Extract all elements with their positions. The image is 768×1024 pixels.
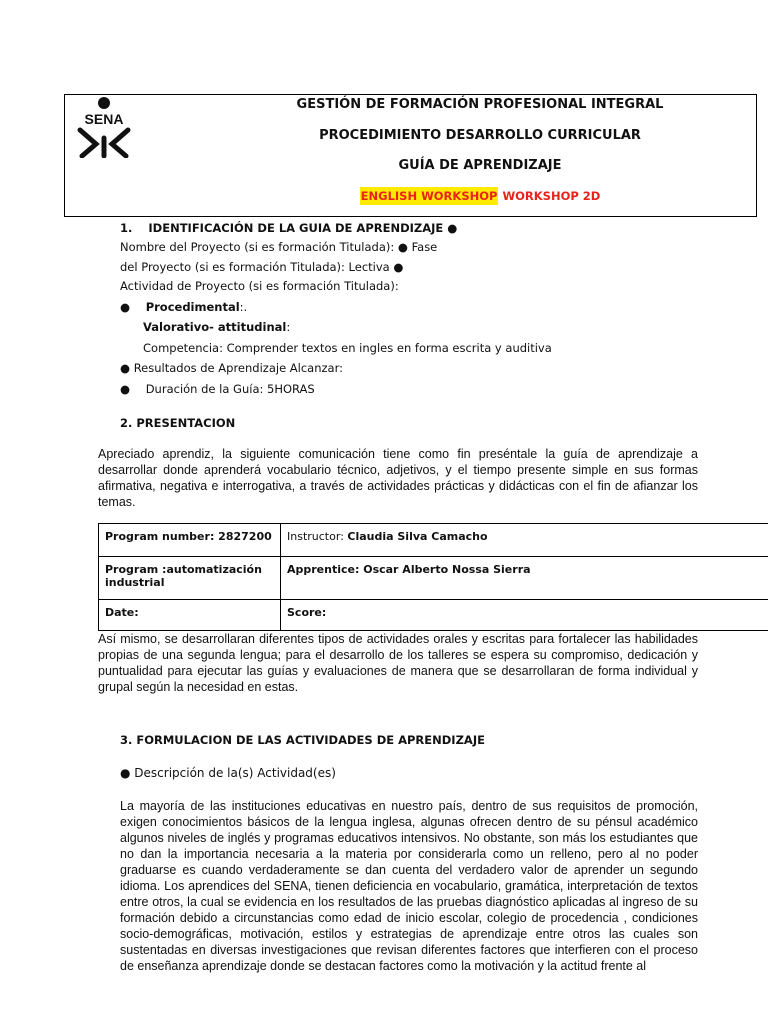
highlighted-title: ENGLISH WORKSHOP <box>360 189 498 203</box>
competencia-line: Competencia: Comprender textos en ingles en forma escrita y auditiva <box>143 341 552 355</box>
project-name-line: Nombre del Proyecto (si es formación Titulada): ● Fase <box>120 240 438 254</box>
header-line-1: GESTIÓN DE FORMACIÓN PROFESIONAL INTEGRAL <box>296 97 664 112</box>
date-cell: Date: <box>99 600 281 631</box>
sena-logo <box>74 96 134 158</box>
activity-description-paragraph: La mayoría de las instituciones educativas en nuestro país, dentro de sus requisitos de promoción, exigen conocimientos básicos de la lengua inglesa, algunas ofrecen dentro de su pénsul académico algunos niveles de inglés y programas educativos intensivos. No obstante, son más los estudiantes que no dan la importancia necesaria a la materia por considerarla como un relleno, pero al no poder graduarse es cuando verdaderamente se dan cuenta del verdadero valor de aprender un segundo idioma. Los aprendices del SENA, tienen deficiencia en vocabulario, gramática, interpretación de textos entre otros, la cual se evidencia en los resultados de las pruebas diagnóstico aplicadas al ingreso de su formación debido a circunstancias como edad de inicio escolar, colegio de procedencia , condiciones socio-demográficas, motivación, estilos y estrategias de aprendizaje entre otros las cuales son sustentadas en diversas investigaciones que revisan diferentes factores que interfieren con el proceso de enseñanza aprendizaje donde se destacan factores como la motivación y la actitud frente al <box>120 799 698 973</box>
info-table <box>98 523 768 631</box>
program-cell: Program :automatización industrial <box>99 557 281 600</box>
procedimental-suffix: :. <box>239 300 248 314</box>
project-phase-line: del Proyecto (si es formación Titulada): Lectiva ● <box>120 260 404 274</box>
section3-heading: 3. FORMULACION DE LAS ACTIVIDADES DE APRENDIZAJE <box>120 733 485 747</box>
activity-description-heading: ● Descripción de la(s) Actividad(es) <box>120 766 336 780</box>
table-row <box>99 524 768 557</box>
program-number-cell: Program number: 2827200 <box>99 524 281 557</box>
bullet: ● <box>120 382 131 396</box>
procedimental-label: Procedimental <box>145 300 240 314</box>
procedimental-item <box>120 300 247 314</box>
bullet: ● <box>120 300 131 314</box>
instructor-cell: Instructor: Claudia Silva Camacho <box>281 524 768 557</box>
table-row <box>99 600 768 631</box>
instructor-label: Instructor <box>287 530 341 543</box>
duracion-text: Duración de la Guía: 5HORAS <box>145 382 315 396</box>
table-row <box>99 557 768 600</box>
section1-heading: 1. IDENTIFICACIÓN DE LA GUIA DE APRENDIZAJE ● <box>120 221 458 235</box>
valorativo-item <box>143 320 290 334</box>
valorativo-label: Valorativo- attitudinal <box>143 320 287 334</box>
title-rest: WORKSHOP 2D <box>498 189 601 203</box>
presentation-paragraph-1: Apreciado aprendiz, la siguiente comunicación tiene como fin preséntale la guía de aprendizaje a desarrollar donde aprenderá vocabulario técnico, adjetivos, y el tiempo presente simple en sus formas afirmativa, negativa e interrogativa, a través de actividades prácticas y didácticas con el fin de afianzar los temas. <box>98 447 698 509</box>
resultados-line: ● Resultados de Aprendizaje Alcanzar: <box>120 361 343 375</box>
duracion-item <box>120 382 315 396</box>
presentation-paragraph-2: Así mismo, se desarrollaran diferentes tipos de actividades orales y escritas para fortalecer las habilidades propias de una segunda lengua; para el desarrollo de los talleres se espera su compromiso, dedicación y puntualidad para ejecutar las guías y evaluaciones de manera que se desarrollaran de forma individual y grupal según la necesidad en estas. <box>98 632 698 694</box>
section2-heading: 2. PRESENTACION <box>120 416 236 430</box>
project-activity-line: Actividad de Proyecto (si es formación Titulada): <box>120 279 399 293</box>
header-line-4 <box>200 189 760 203</box>
header-line-3: GUÍA DE APRENDIZAJE <box>398 158 562 173</box>
header-line-2: PROCEDIMIENTO DESARROLLO CURRICULAR <box>319 128 641 143</box>
valorativo-suffix: : <box>286 320 291 334</box>
svg-text:SENA: SENA <box>84 111 124 127</box>
instructor-value: Claudia Silva Camacho <box>347 530 488 543</box>
score-cell: Score: <box>281 600 768 631</box>
apprentice-cell: Apprentice: Oscar Alberto Nossa Sierra <box>281 557 768 600</box>
